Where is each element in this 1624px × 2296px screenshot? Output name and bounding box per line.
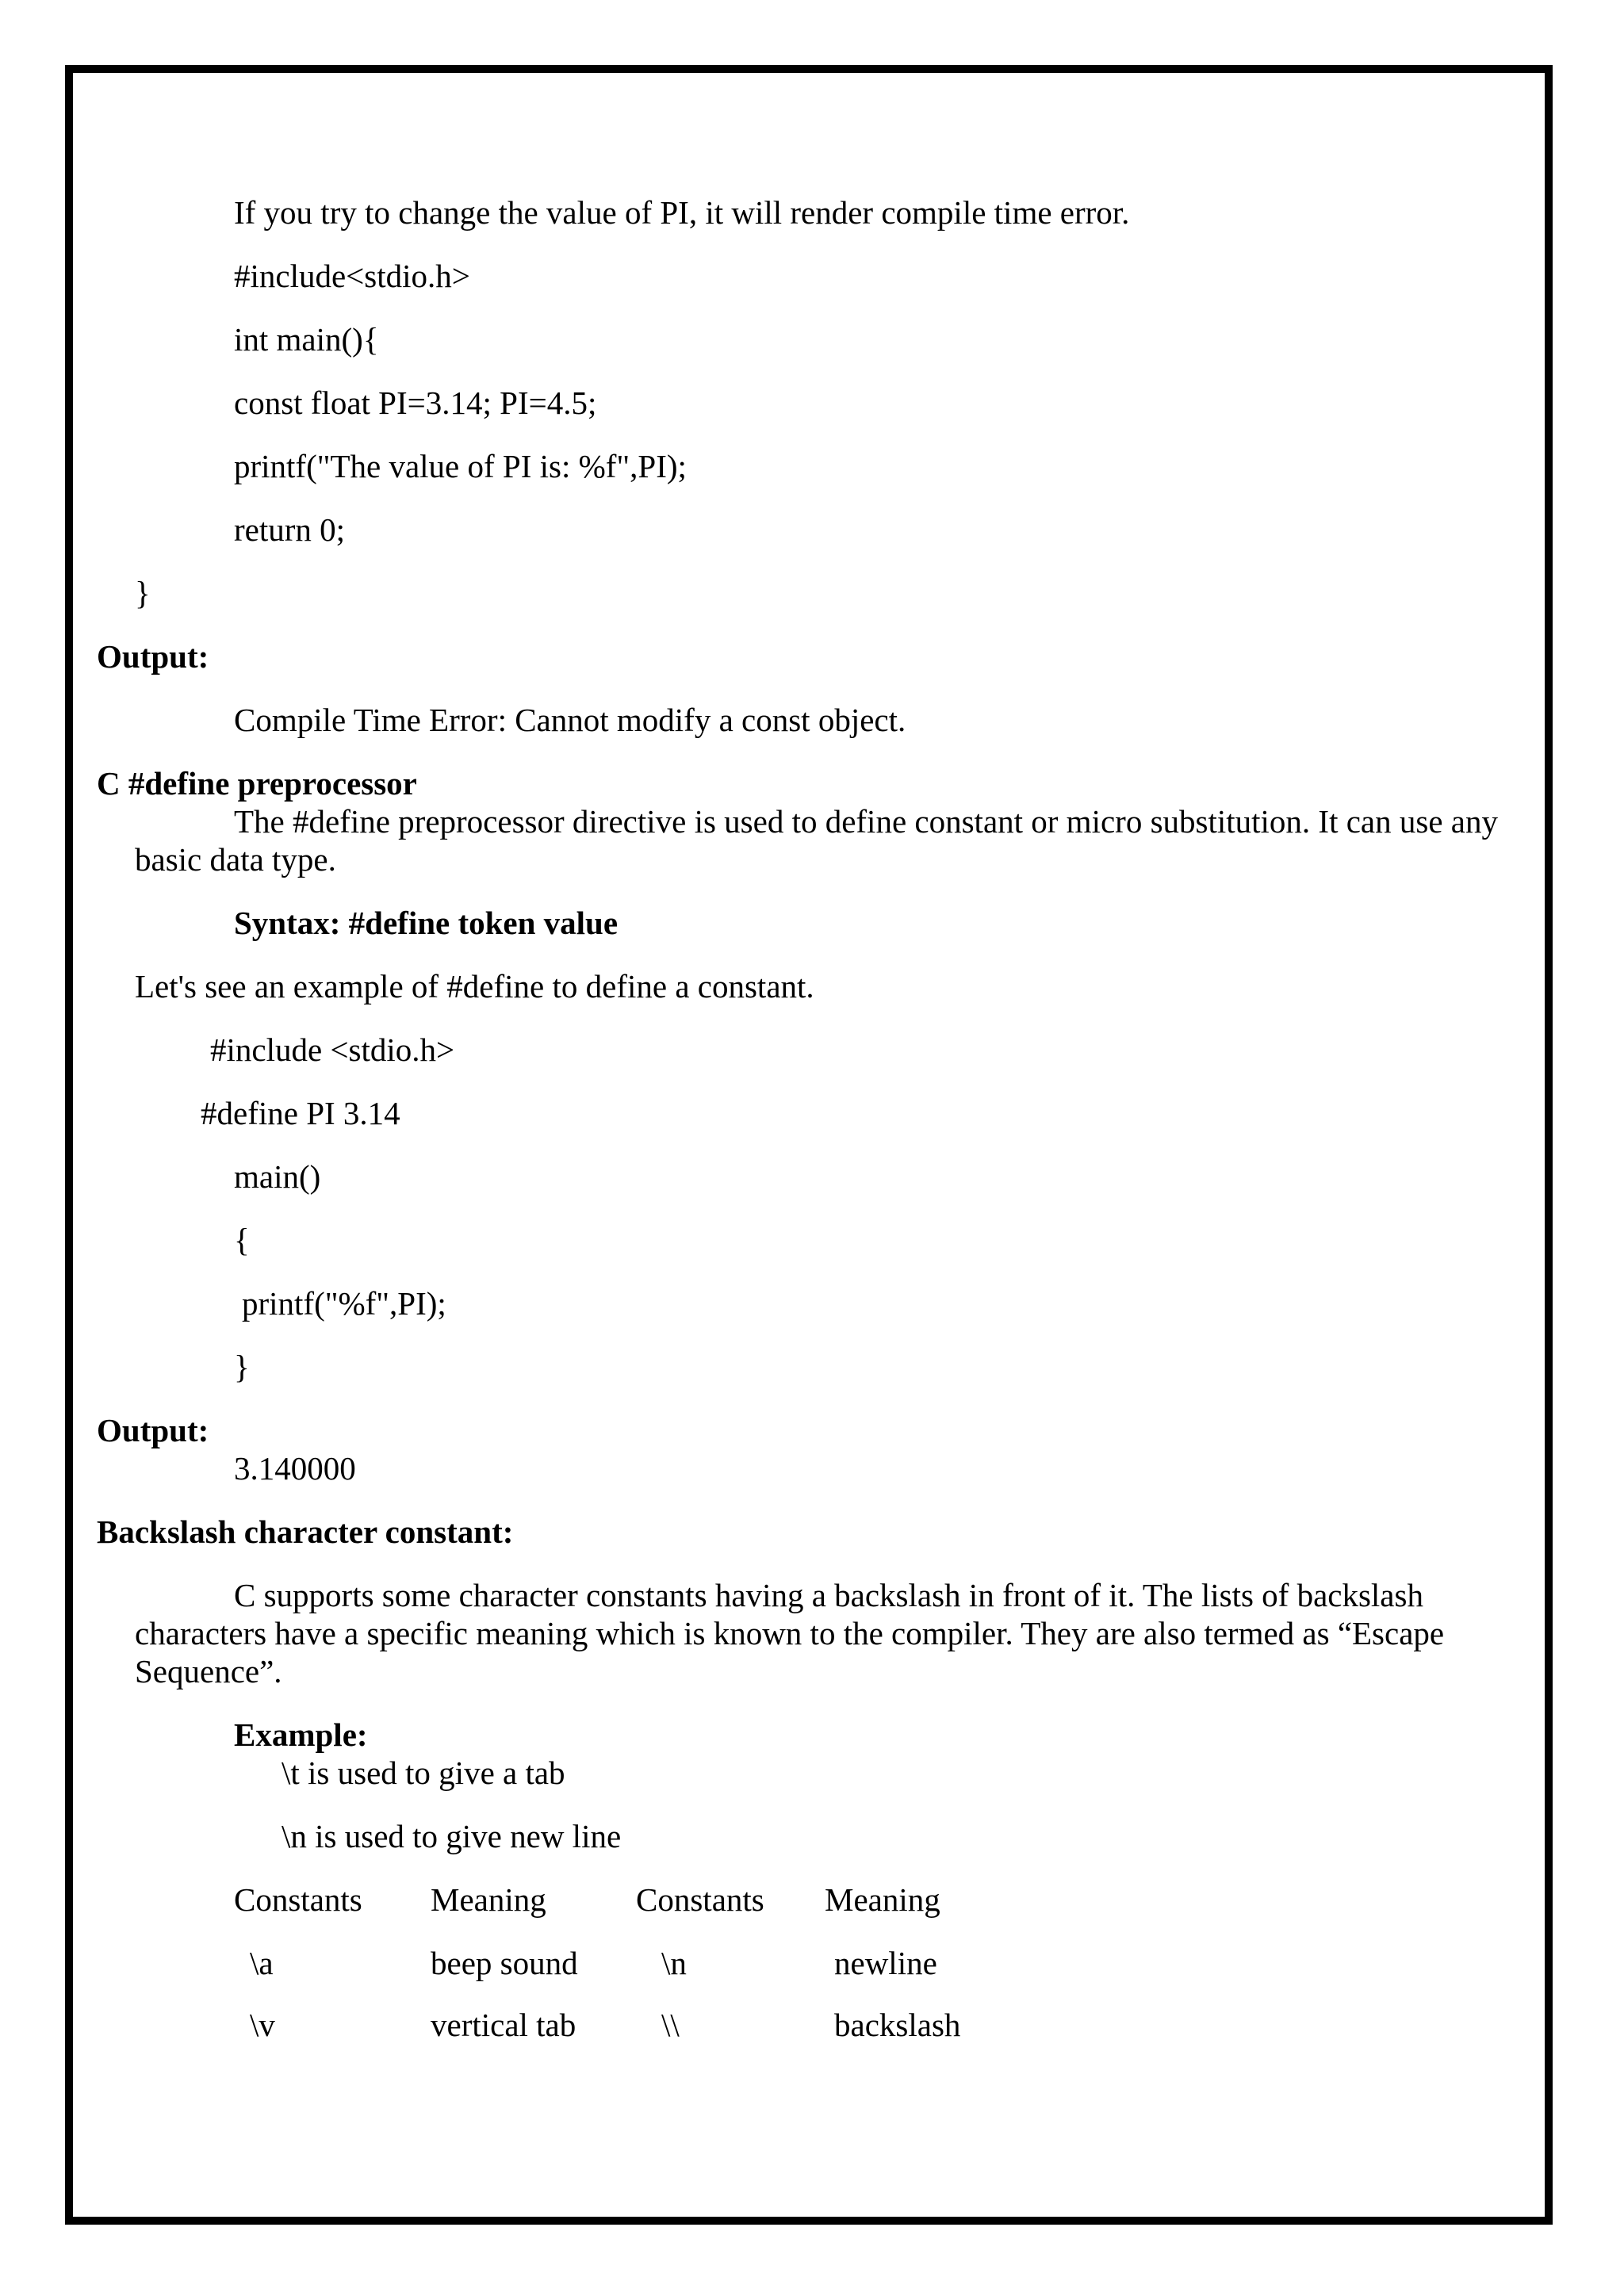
code-line: #include <stdio.h> <box>210 1031 455 1068</box>
code-line: } <box>234 1349 250 1385</box>
output-text: 3.140000 <box>234 1450 356 1487</box>
syntax-line: Syntax: #define token value <box>234 905 619 941</box>
output-label: Output: <box>97 638 209 675</box>
code-line: return 0; <box>234 511 346 548</box>
table-cell: \\ <box>661 2007 680 2043</box>
intro-line: If you try to change the value of PI, it will render compile time error. <box>234 194 1130 231</box>
example-intro: Let's see an example of #define to define a constant. <box>135 968 814 1004</box>
section-heading: Backslash character constant: <box>97 1513 514 1550</box>
paragraph-line: Sequence”. <box>135 1653 282 1689</box>
paragraph-line: C supports some character constants having a backslash in front of it. The lists of backslash <box>234 1577 1423 1613</box>
table-cell: newline <box>834 1945 937 1981</box>
code-line: int main(){ <box>234 321 379 358</box>
table-cell: \v <box>250 2007 275 2043</box>
table-cell: \a <box>250 1945 274 1981</box>
code-line: printf("The value of PI is: %f",PI); <box>234 448 687 484</box>
paragraph-line: basic data type. <box>135 841 336 878</box>
section-heading: C #define preprocessor <box>97 765 417 802</box>
table-header: Meaning <box>825 1881 940 1918</box>
example-label: Example: <box>234 1716 368 1753</box>
paragraph-line: The #define preprocessor directive is used to define constant or micro substitution. It can use any <box>234 803 1498 840</box>
table-cell: vertical tab <box>431 2007 576 2043</box>
table-cell: \n <box>661 1945 687 1981</box>
table-cell: beep sound <box>431 1945 578 1981</box>
example-line: \n is used to give new line <box>282 1818 622 1854</box>
table-header: Meaning <box>431 1881 546 1918</box>
code-line: const float PI=3.14; PI=4.5; <box>234 385 597 421</box>
closing-brace: } <box>135 575 151 611</box>
code-line: { <box>234 1222 250 1258</box>
code-line: main() <box>234 1158 321 1195</box>
example-line: \t is used to give a tab <box>282 1755 565 1791</box>
table-header: Constants <box>636 1881 764 1918</box>
table-header: Constants <box>234 1881 362 1918</box>
table-cell: backslash <box>834 2007 961 2043</box>
code-line: #include<stdio.h> <box>234 258 470 294</box>
output-label: Output: <box>97 1412 209 1448</box>
code-line: printf("%f",PI); <box>242 1285 446 1322</box>
output-text: Compile Time Error: Cannot modify a const object. <box>234 702 906 738</box>
paragraph-line: characters have a specific meaning which is known to the compiler. They are also termed as “Escape <box>135 1615 1445 1651</box>
code-line: #define PI 3.14 <box>201 1095 400 1131</box>
